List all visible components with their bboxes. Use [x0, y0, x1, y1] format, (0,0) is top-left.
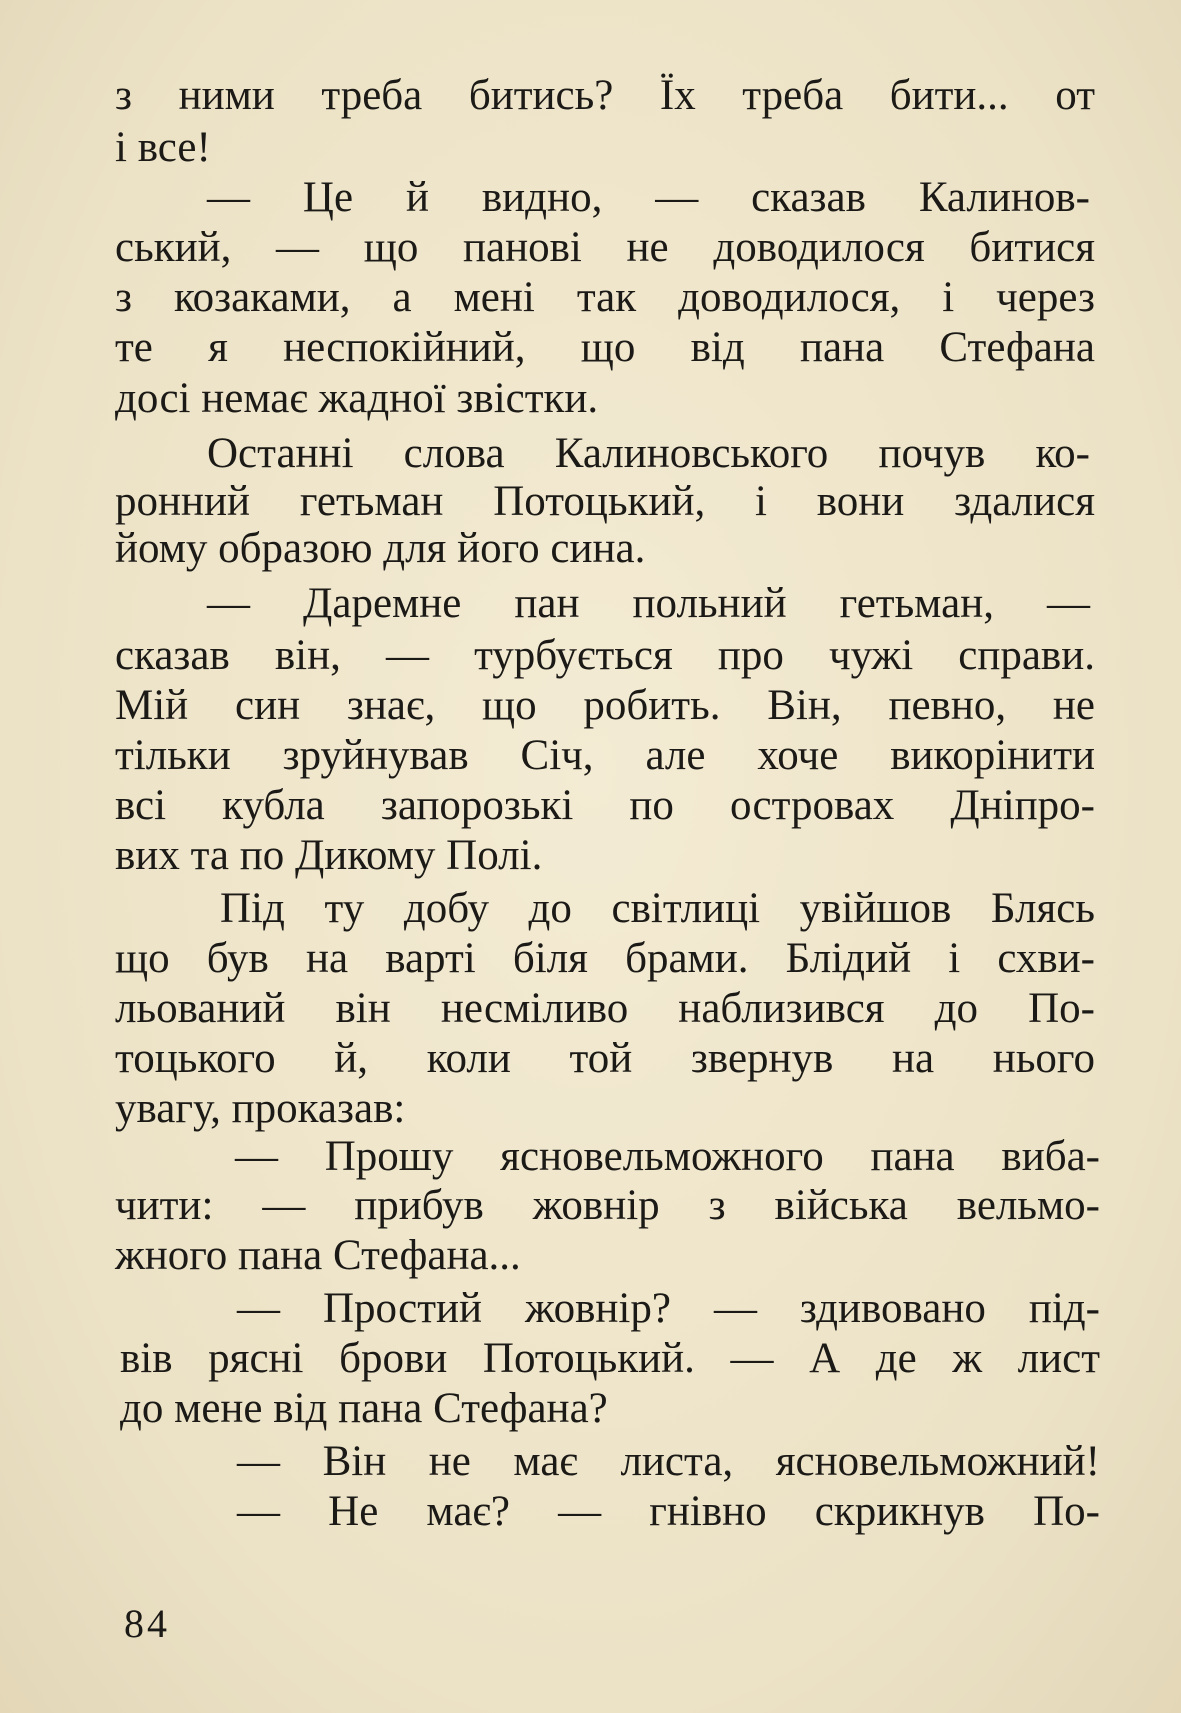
text-line: до мене від пана Стефана? — [120, 1385, 608, 1432]
text-line: жного пана Стефана... — [115, 1232, 521, 1279]
text-line: з ними треба битись? Їх треба бити... от — [115, 72, 1095, 119]
text-line: тільки зруйнував Січ, але хоче викорінити — [115, 732, 1095, 779]
text-line: йому образою для його сина. — [115, 525, 646, 572]
text-line: ронний гетьман Потоцький, і вони здалися — [115, 478, 1095, 525]
text-line: те я неспокійний, що від пана Стефана — [115, 324, 1095, 371]
text-line: досі немає жадної звістки. — [115, 375, 599, 422]
text-line: сказав він, — турбується про чужі справи. — [115, 632, 1095, 679]
text-line: вів рясні брови Потоцький. — А де ж лист — [120, 1335, 1100, 1382]
text-line: — Це й видно, — сказав Калинов- — [207, 174, 1090, 221]
text-line: ський, — що панові не доводилося битися — [115, 224, 1095, 271]
text-line: Мій син знає, що робить. Він, певно, не — [115, 682, 1095, 729]
text-line: Останні слова Калиновського почув ко- — [207, 430, 1090, 477]
text-line: з козаками, а мені так доводилося, і через — [115, 274, 1095, 321]
text-line: льований він несміливо наблизився до По- — [115, 985, 1095, 1032]
text-line: — Даремне пан польний гетьман, — — [207, 580, 1090, 627]
text-line: вих та по Дикому Полі. — [115, 832, 543, 879]
text-line: Під ту добу до світлиці увійшов Блясь — [220, 885, 1095, 932]
text-line: — Він не має листа, ясновельможний! — [237, 1438, 1100, 1485]
text-line: всі кубла запорозькі по островах Дніпро- — [115, 782, 1095, 829]
text-line: тоцького й, коли той звернув на нього — [115, 1035, 1095, 1082]
text-line: — Не має? — гнівно скрикнув По- — [237, 1488, 1100, 1535]
page-number: 84 — [124, 1601, 170, 1646]
text-line: — Прошу ясновельможного пана виба- — [235, 1133, 1100, 1180]
text-line: — Простий жовнір? — здивовано під- — [237, 1285, 1100, 1332]
text-line: що був на варті біля брами. Блідий і схви- — [115, 935, 1095, 982]
text-line: чити: — прибув жовнір з війська вельмо- — [115, 1182, 1100, 1229]
text-line: увагу, проказав: — [115, 1085, 406, 1132]
text-line: і все! — [115, 124, 211, 171]
